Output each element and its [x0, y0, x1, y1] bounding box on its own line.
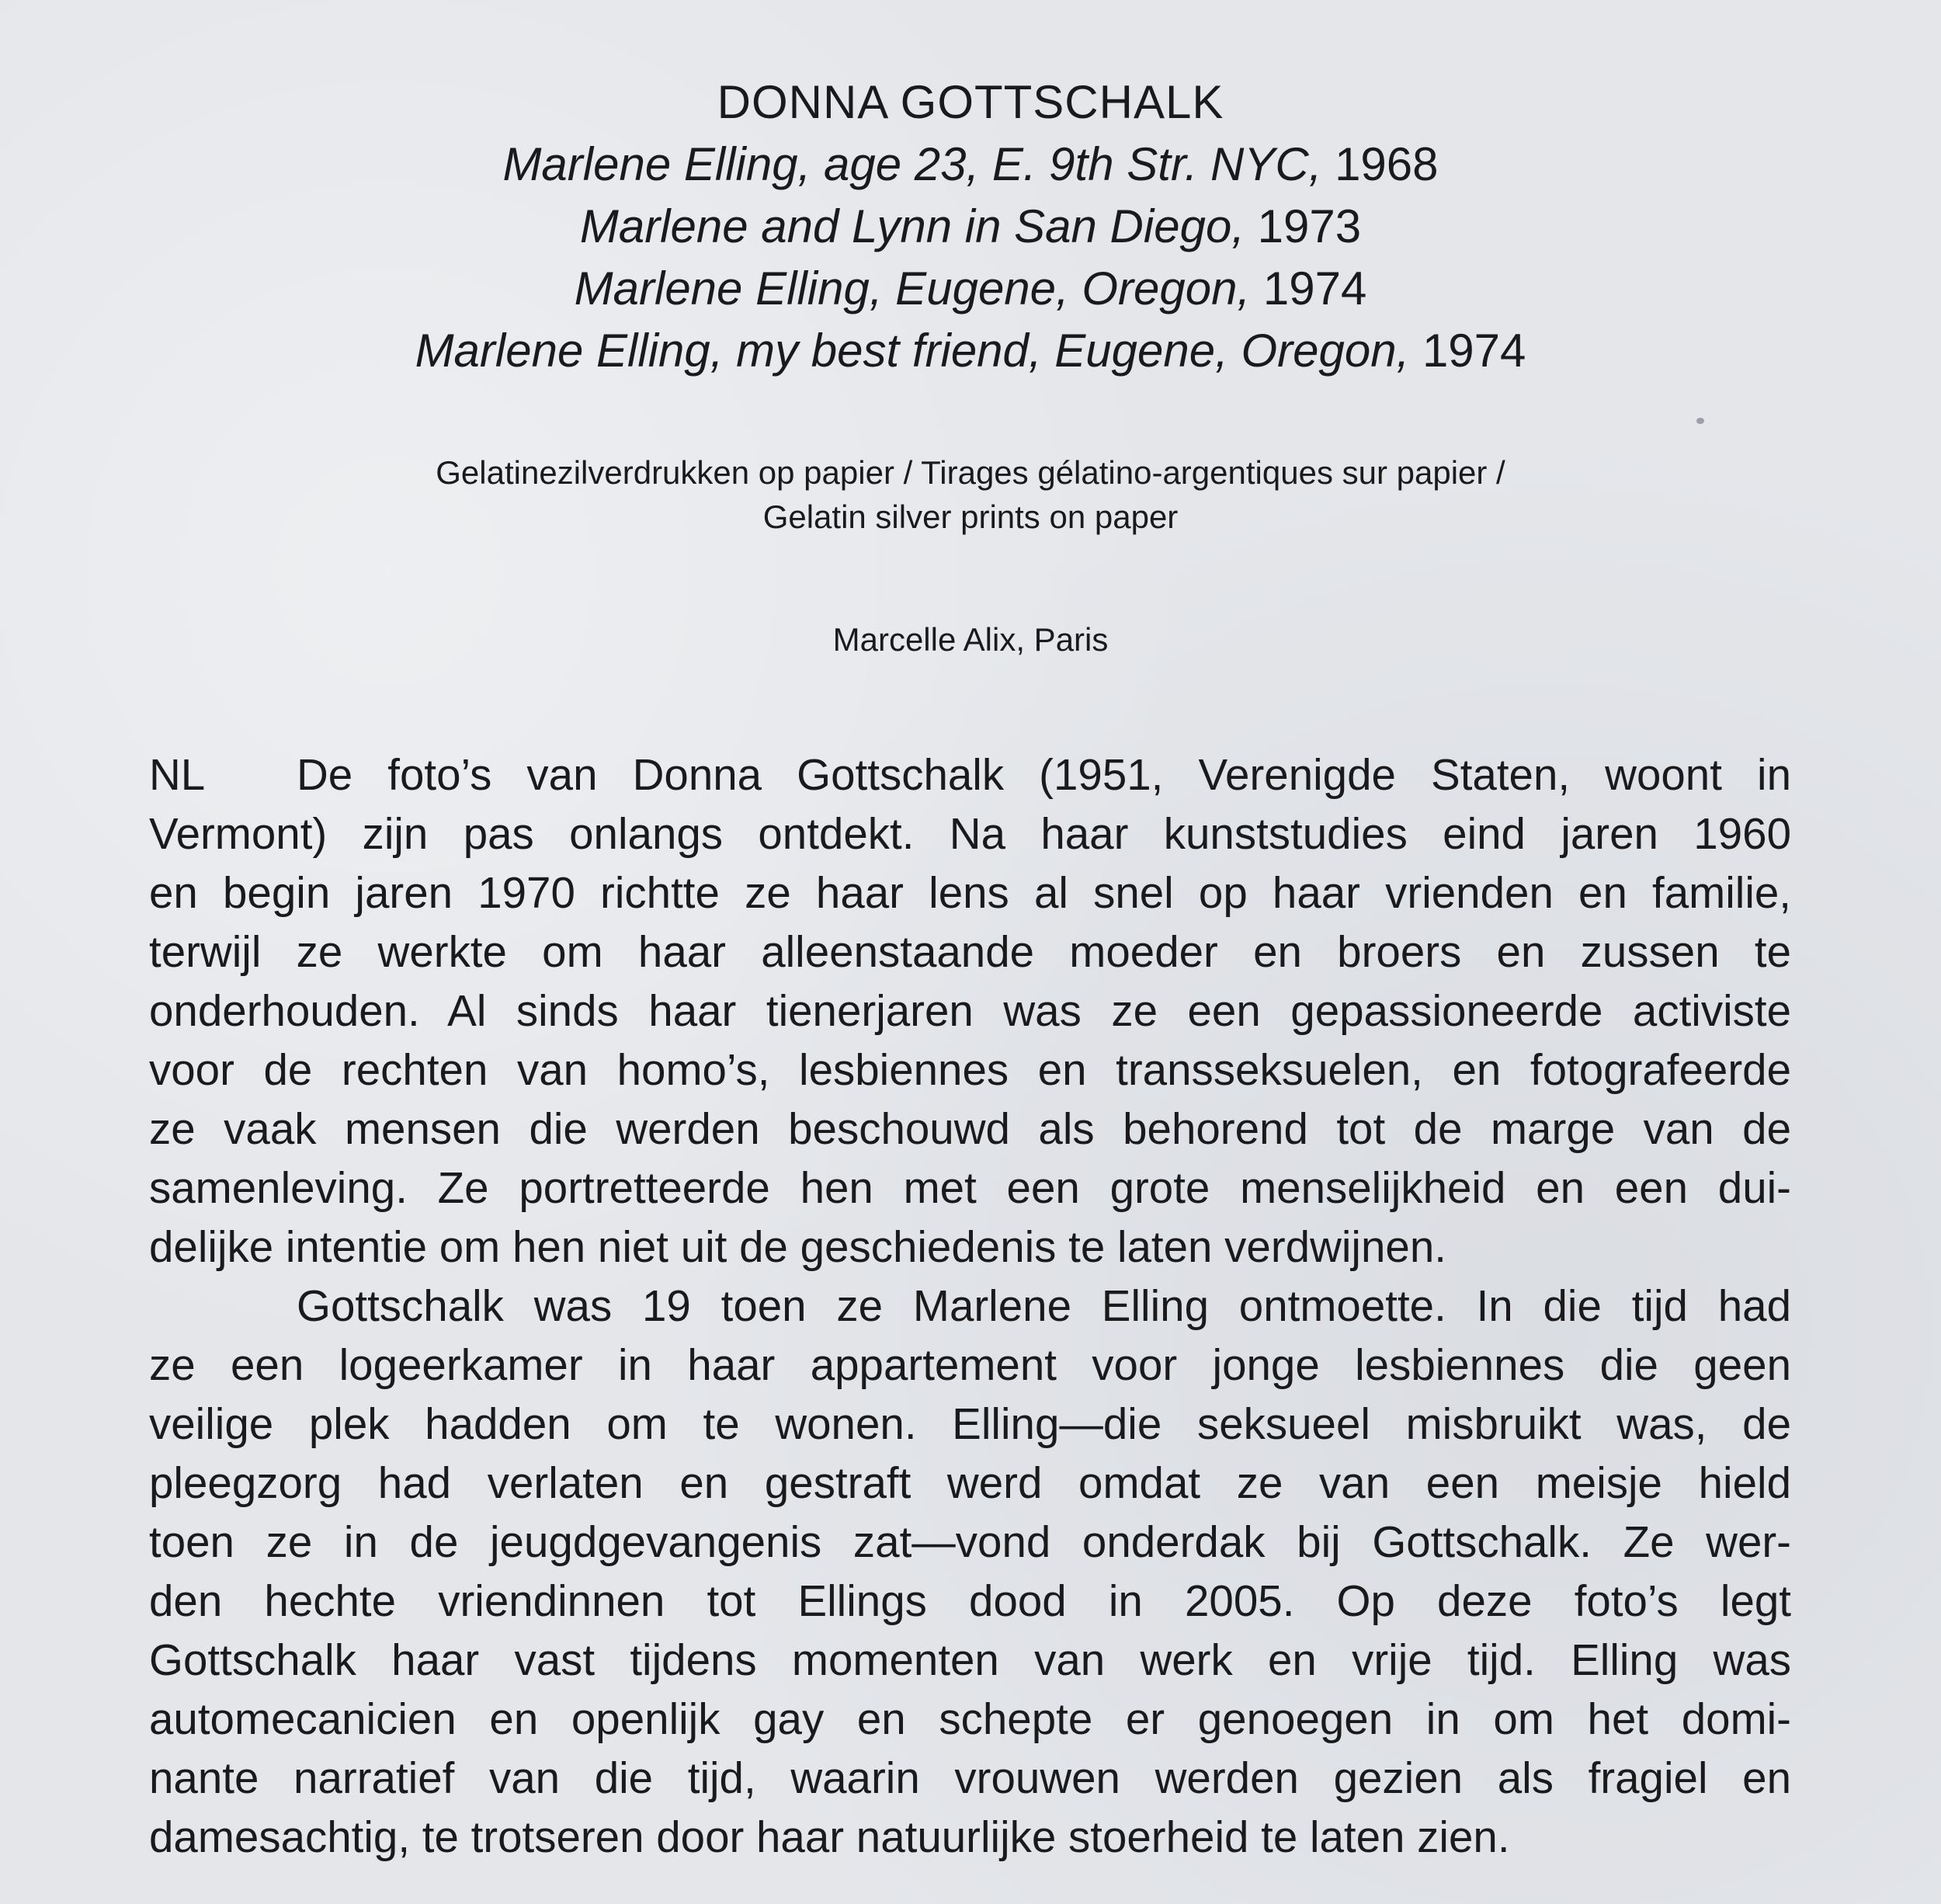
medium-description: [0, 450, 1941, 539]
text-line: en begin jaren 1970 richtte ze haar lens al snel op haar vrienden en familie,: [149, 868, 1791, 917]
text-line: NL De foto’s van Donna Gottschalk (1951, Verenigde Staten, woont in: [149, 745, 1791, 804]
text-line: voor de rechten van homo’s, lesbiennes en transseksuelen, en fotografeerde: [149, 1045, 1791, 1094]
text-line: Vermont) zijn pas onlangs ontdekt. Na haar kunststudies eind jaren 1960: [149, 809, 1791, 858]
text-line: terwijl ze werkte om haar alleenstaande moeder en broers en zussen te: [149, 927, 1791, 976]
artwork-title-text: Marlene Elling, Eugene, Oregon,: [574, 262, 1251, 314]
medium-line-2: Gelatin silver prints on paper: [762, 499, 1179, 535]
text-line: damesachtig, te trotseren door haar natuurlijke stoerheid te laten zien.: [149, 1812, 1510, 1861]
text-line: veilige plek hadden om te wonen. Elling—die seksueel misbruikt was, de: [149, 1399, 1791, 1448]
text-line: onderhouden. Al sinds haar tienerjaren was ze een gepassioneerde activiste: [149, 986, 1791, 1035]
text-line: ze een logeerkamer in haar appartement voor jonge lesbiennes die geen: [149, 1340, 1791, 1389]
artwork-year: 1973: [1257, 200, 1362, 252]
text-line: Gottschalk haar vast tijdens momenten van werk en vrije tijd. Elling was: [149, 1635, 1791, 1684]
text-line: pleegzorg had verlaten en gestraft werd omdat ze van een meisje hield: [149, 1458, 1791, 1507]
text-line: automecanicien en openlijk gay en schepte er genoegen in om het domi-: [149, 1694, 1791, 1743]
artwork-title-text: Marlene and Lynn in San Diego,: [579, 200, 1245, 252]
text-line: toen ze in de jeugdgevangenis zat—vond onderdak bij Gottschalk. Ze wer-: [149, 1517, 1791, 1566]
text-line: samenleving. Ze portretteerde hen met een grote menselijkheid en een dui-: [149, 1163, 1791, 1212]
artwork-title-3: [0, 258, 1941, 320]
paper-speck: [1696, 418, 1704, 424]
text-line: den hechte vriendinnen tot Ellings dood in 2005. Op deze foto’s legt: [149, 1576, 1791, 1625]
medium-line-1: Gelatinezilverdrukken op papier / Tirages gélatino-argentiques sur papier /: [436, 454, 1505, 491]
language-code: NL: [149, 750, 206, 799]
text-line: delijke intentie om hen niet uit de geschiedenis te laten verdwijnen.: [149, 1222, 1446, 1271]
artwork-title-2: [0, 196, 1941, 258]
artwork-year: 1974: [1262, 262, 1367, 314]
artwork-title-text: Marlene Elling, age 23, E. 9th Str. NYC,: [502, 138, 1322, 190]
artist-name: DONNA GOTTSCHALK: [717, 76, 1224, 128]
text-line: Gottschalk was 19 toen ze Marlene Elling ontmoette. In die tijd had: [297, 1281, 1791, 1330]
text-line: ze vaak mensen die werden beschouwd als behorend tot de marge van de: [149, 1104, 1791, 1153]
lender-credit: Marcelle Alix, Paris: [832, 621, 1109, 658]
artwork-title-4: [0, 320, 1941, 382]
artwork-title-1: [0, 134, 1941, 196]
description-text: [149, 745, 1791, 1867]
artwork-titles: [0, 134, 1941, 382]
text-line: nante narratief van die tijd, waarin vrouwen werden gezien als fragiel en: [149, 1753, 1791, 1802]
artwork-year: 1968: [1335, 138, 1439, 190]
artwork-year: 1974: [1422, 325, 1526, 377]
artwork-title-text: Marlene Elling, my best friend, Eugene, Oregon,: [415, 325, 1410, 377]
